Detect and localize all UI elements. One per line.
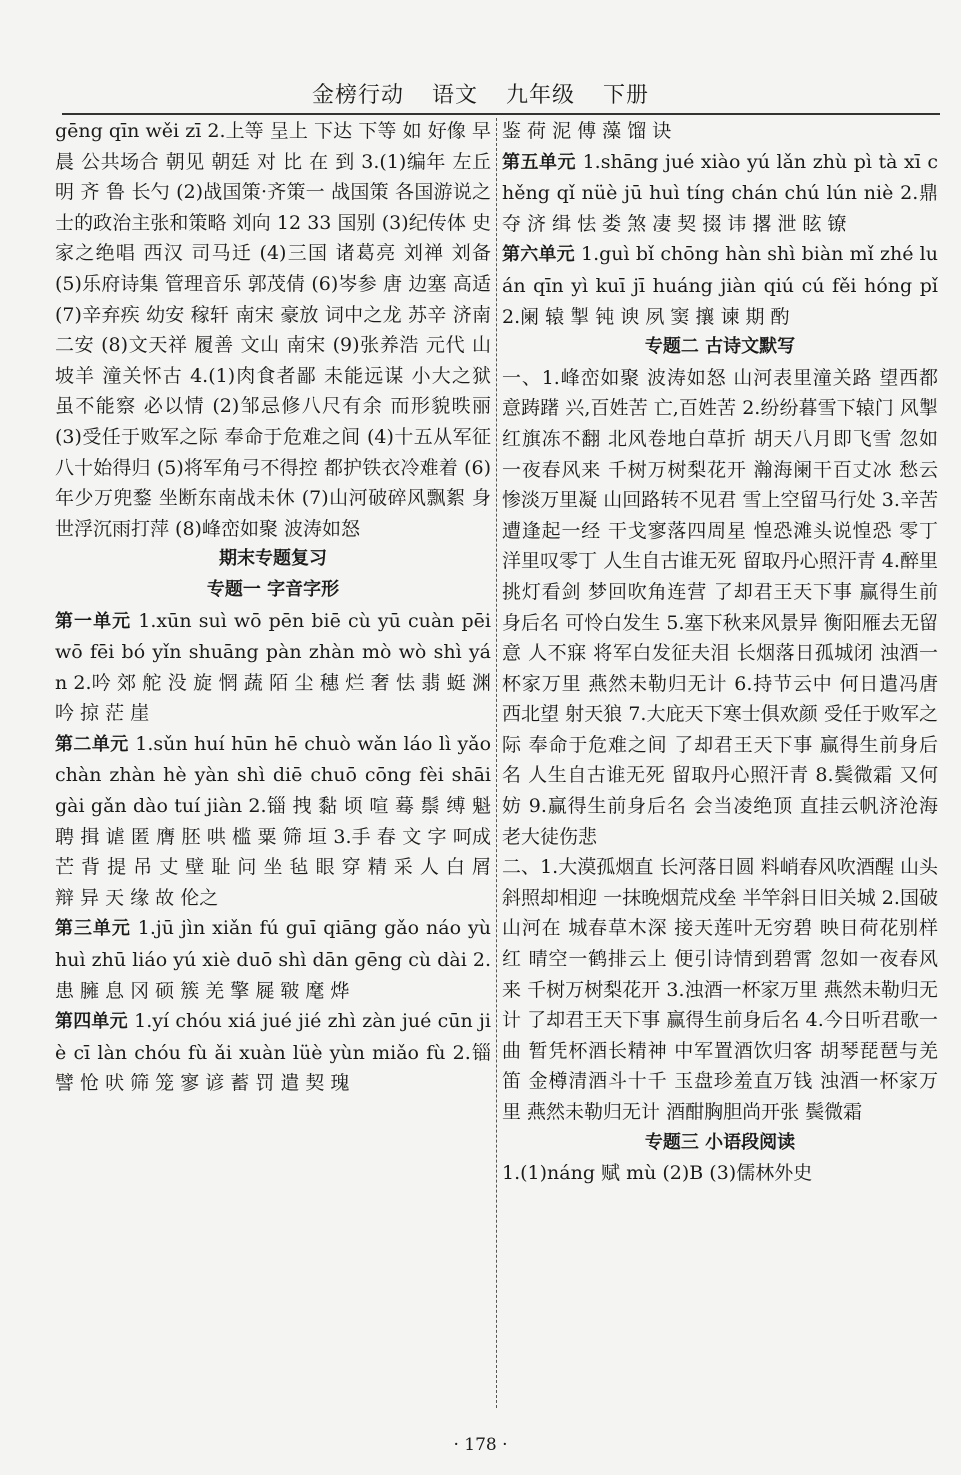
answer-paragraph	[502, 116, 938, 147]
section-heading: 专题三 小语段阅读	[644, 1131, 796, 1153]
answer-text: 1.yí chóu xiá jué jié zhì zàn jué cūn jiè cī làn chóu fù ǎi xuàn lüè yùn miǎo fù 2.锱 譬 怆 吠 筛 笼 寥 谚 蓄 罚 遣 契 瑰	[55, 1010, 492, 1095]
answer-paragraph	[502, 363, 938, 853]
header-subject: 语文	[431, 83, 478, 108]
answer-text: 1.guì bǐ chōng hàn shì biàn mǐ zhé luán qīn yì kuī jī huáng jiàn qiú cú fěi hóng pǐ 2.阑 辕 掣 钝 谀 夙 窦 攘 谏 期 酌	[502, 243, 938, 328]
section-heading: 专题一 字音字形	[206, 578, 340, 600]
answer-text: 1.xūn suì wō pēn biē cù yū cuàn pēi wō fēi bó yǐn shuāng pàn zhàn mò wò shì yán 2.吟 郊 舵 没 旋 惘 蔬 陌 尘 穗 烂 奢 怯 翡 蜓 渊 吟 掠 茫 崖	[55, 609, 491, 725]
answer-paragraph	[55, 913, 491, 1006]
answer-paragraph	[55, 1006, 491, 1099]
right-column	[502, 116, 938, 1189]
unit-label: 第二单元	[55, 733, 129, 755]
column-divider	[496, 118, 497, 1408]
section-heading: 专题二 古诗文默写	[644, 336, 796, 358]
answer-paragraph	[55, 729, 491, 914]
answer-paragraph	[502, 239, 938, 332]
answer-paragraph	[55, 116, 491, 544]
answer-paragraph	[502, 1158, 938, 1189]
header-series: 金榜行动	[311, 83, 404, 108]
answer-text: 一、1.峰峦如聚 波涛如怒 山河表里潼关路 望西都 意踌躇 兴,百姓苦 亡,百姓苦 2.纷纷暮雪下辕门 风掣红旗冻不翻 北风卷地白草折 胡天八月即飞雪 忽如一夜春风来 千树万树梨花开 瀚海阑干百丈冰 愁云惨淡万里凝 山回路转不见君 雪上空留马行处 3.辛苦遭逢起一经 干戈寥落四周星 惶恐滩头说惶恐 零丁洋里叹零丁 人生自古谁无死 留取丹心照汗青 4.醉里挑灯看剑 梦回吹角连营 了却君王天下事 赢得生前身后名 可怜白发生 5.塞下秋来风景异 衡阳雁去无留意 人不寐 将军白发征夫泪 长烟落日孤城闭 浊酒一杯家万里 燕然未勒归无计 6.持节云中 何日遣冯唐 西北望 射天狼 7.大庇天下寒士俱欢颜 受任于败军之际 奉命于危难之间 了却君王天下事 赢得生前身后名 人生自古谁无死 留取丹心照汗青 8.鬓微霜 又何妨 9.赢得生前身后名 会当凌绝顶 直挂云帆济沧海 老大徒伤悲	[502, 366, 938, 848]
answer-paragraph	[502, 852, 938, 1127]
unit-label: 第四单元	[55, 1011, 128, 1033]
header-rule	[62, 113, 940, 115]
section-heading: 期末专题复习	[219, 548, 327, 570]
answer-text: 二、1.大漠孤烟直 长河落日圆 料峭春风吹酒醒 山头斜照却相迎 一抹晚烟荒戍垒 半竿斜日旧关城 2.国破山河在 城春草木深 接天莲叶无穷碧 映日荷花别样红 晴空一鹤排云上 便引诗情到碧霄 忽如一夜春风来 千树万树梨花开 3.浊酒一杯家万里 燕然未勒归无计 了却君王天下事 赢得生前身后名 4.今日听君歌一曲 暂凭杯酒长精神 中军置酒饮归客 胡琴琵琶与羌笛 金樽清酒斗十千 玉盘珍羞直万钱 浊酒一杯家万里 燕然未勒归无计 酒酣胸胆尚开张 鬓微霜	[502, 856, 938, 1123]
answer-text: 1.jū jìn xiǎn fú guī qiāng gǎo náo yù huì zhū liáo yú xiè duō shì dān gēng cù dài 2.患 臃 息 冈 硕 簇 羌 擎 屣 皲 麾 烨	[55, 917, 492, 1002]
header-volume: 下册	[603, 83, 650, 108]
answer-text: 1.(1)náng 赋 mù (2)B (3)儒林外史	[502, 1162, 813, 1185]
unit-label: 第三单元	[55, 918, 131, 940]
answer-text: gēng qīn wěi zī 2.上等 呈上 下达 下等 如 好像 早晨 公共场合 朝见 朝廷 对 比 在 到 3.(1)编年 左丘明 齐 鲁 长勺 (2)战国策·齐策一 战国策 各国游说之士的政治主张和策略 刘向 12 33 国别 (3)纪传体 史家之绝唱 西汉 司马迁 (4)三国 诸葛亮 刘禅 刘备 (5)乐府诗集 管理音乐 郭茂倩 (6)岑参 唐 边塞 高适 (7)辛弃疾 幼安 稼轩 南宋 豪放 词中之龙 苏辛 济南二安 (8)文天祥 履善 文山 南宋 (9)张养浩 元代 山坡羊 潼关怀古 4.(1)肉食者鄙 未能远谋 小大之狱 虽不能察 必以情 (2)邹忌修八尺有余 而形貌昳丽 (3)受任于败军之际 奉命于危难之间 (4)十五从军征 八十始得归 (5)将军角弓不得控 都护铁衣冷难着 (6)年少万兜鍪 坐断东南战未休 (7)山河破碎风飘絮 身世浮沉雨打萍 (8)峰峦如聚 波涛如怒	[55, 120, 491, 540]
unit-label: 第六单元	[502, 244, 575, 266]
unit-label: 第五单元	[502, 151, 577, 173]
answer-text: 鉴 荷 泥 傅 藻 馏 诀	[502, 120, 672, 142]
answer-paragraph	[55, 606, 491, 729]
answer-paragraph	[502, 147, 938, 240]
unit-label: 第一单元	[55, 610, 132, 632]
running-header	[0, 78, 961, 109]
header-grade: 九年级	[506, 83, 576, 108]
left-column	[55, 116, 491, 1099]
answer-text: 1.sǔn huí hūn hē chuò wǎn láo lì yǎo chàn zhàn hè yàn shì diē chuō cōng fèi shāi gài gǎn dào tuí jiàn 2.锱 拽 黏 顷 喧 蓦 鬃 缚 魁 聘 揖 谑 匿 膺 胚 哄 槛 粟 筛 垣 3.手 春 文 字 呵成 芒 背 提 吊 丈 壁 耻 问 坐 毡 眼 穿 精 采 人 白 屑 辩 异 天 缘 故 伦之	[55, 732, 492, 909]
page-number: · 178 ·	[453, 1435, 508, 1455]
answer-text: 1.shāng jué xiào yú lǎn zhù pì tà xī chěng qǐ nüè jū huì tíng chán chú lún niè 2.鼎 夺 济 缉 怯 娄 煞 凄 契 掇 讳 撂 泄 眩 镣	[502, 150, 938, 235]
